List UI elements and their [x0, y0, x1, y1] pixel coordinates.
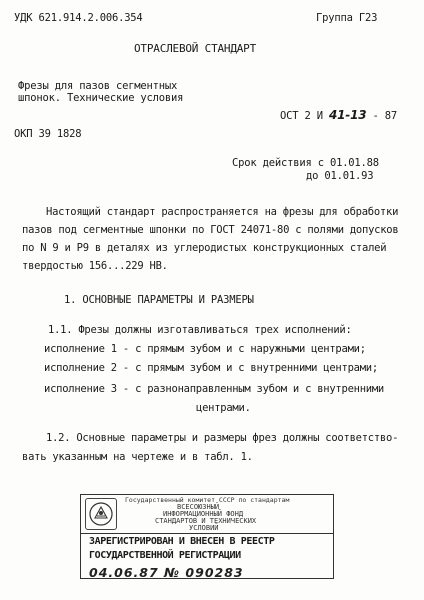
clause-1-2-line-2: вать указанным на чертеже и в табл. 1. [22, 451, 253, 463]
designation [280, 109, 397, 123]
standard-type: ОТРАСЛЕВОЙ СТАНДАРТ [134, 42, 257, 55]
udk-code: УДК 621.914.2.006.354 [14, 12, 143, 24]
group-code: Группа Г23 [316, 12, 378, 24]
stamp-line-3: ИНФОРМАЦИОННЫЙ ФОНД [163, 510, 244, 518]
variant-3: исполнение 3 - с разнонаправленным зубом и с внутренними [44, 383, 385, 395]
designation-prefix: ОСТ 2 И [280, 110, 329, 122]
title-line-2: шпонок. Технические условия [18, 92, 184, 104]
title-line-1: Фрезы для пазов сегментных [18, 80, 178, 92]
intro-line-2: пазов под сегментные шпонки по ГОСТ 24071-80 с полями допусков [22, 224, 399, 236]
validity-end: до 01.01.93 [306, 170, 374, 182]
section-heading: 1. ОСНОВНЫЕ ПАРАМЕТРЫ И РАЗМЕРЫ [64, 294, 254, 306]
stamp-line-2: ВСЕСОЮЗНЫЙ [177, 503, 220, 511]
emblem-icon [85, 498, 117, 530]
registration-box [80, 532, 334, 579]
variant-2: исполнение 2 - с прямым зубом и с внутренними центрами; [44, 362, 378, 374]
intro-line-4: твердостью 156...229 НВ. [22, 260, 168, 272]
clause-1-1-lead: 1.1. Фрезы должны изготавливаться трех исполнений: [48, 324, 352, 336]
registration-line-1: ЗАРЕГИСТРИРОВАН И ВНЕСЕН В РЕЕСТР [89, 536, 275, 547]
registration-line-2: ГОСУДАРСТВЕННОЙ РЕГИСТРАЦИИ [89, 550, 241, 561]
validity-start: Срок действия с 01.01.88 [232, 157, 379, 169]
clause-1-2-line-1: 1.2. Основные параметры и размеры фрез должны соответство- [46, 432, 399, 444]
stamp-line-5: УСЛОВИЙ [189, 524, 219, 532]
variant-1: исполнение 1 - с прямым зубом и с наружными центрами; [44, 343, 366, 355]
intro-line-3: по N 9 и P9 в деталях из углеродистых конструкционных сталей [22, 242, 387, 254]
registration-date: 04.06.87 № 090283 [89, 565, 244, 580]
intro-line-1: Настоящий стандарт распространяется на фрезы для обработки [46, 206, 399, 218]
stamp-line-4: СТАНДАРТОВ И ТЕХНИЧЕСКИХ [155, 517, 257, 525]
designation-number: 41-13 [328, 108, 367, 122]
stamp-line-1: Государственный комитет СССР по стандартам [125, 496, 290, 504]
registration-stamp [80, 494, 334, 534]
variant-3-continuation: центрами. [196, 402, 251, 414]
designation-suffix: - 87 [366, 110, 397, 122]
okp-code: ОКП 39 1828 [14, 128, 82, 140]
